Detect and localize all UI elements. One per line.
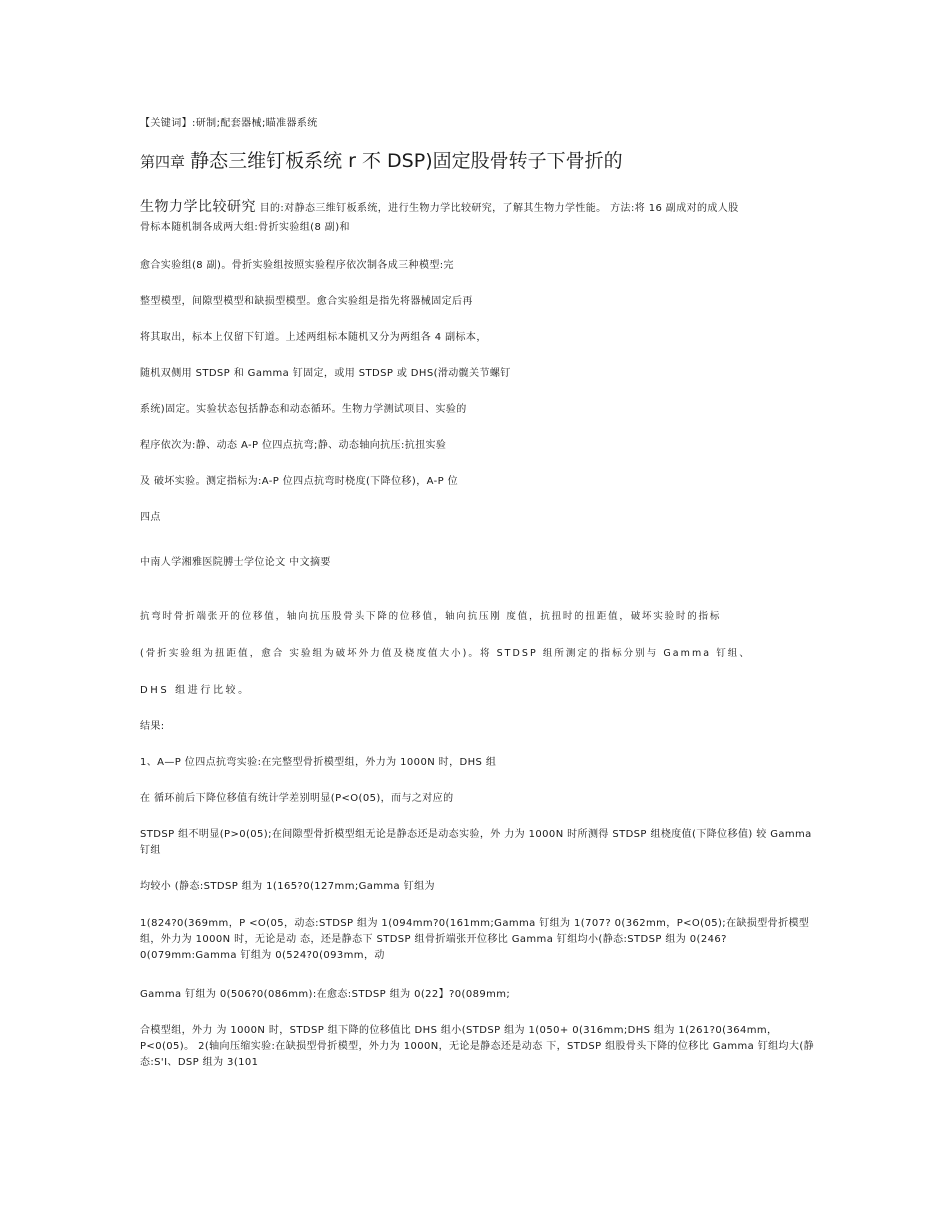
abstract-line: 随机双侧用 STDSP 和 Gamma 钉固定，或用 STDSP 或 DHS(滑动髋关节螺钉	[140, 368, 511, 379]
chapter-heading	[140, 148, 623, 175]
spaced-line: DHS 组进行比较。	[140, 685, 251, 696]
abstract-line: 整型模型，间隙型模型和缺损型模型。愈合实验组是指先将器械固定后再	[140, 296, 473, 307]
results-paragraph: 1(824?0(369mm，P <O(05，动态:STDSP 组为 1(094mm?0(161mm;Gamma 钉组为 1(707? 0(362mm，P<O(05);在缺损型骨折模型组，外力为 1000N 时，无论是动 态，还是静态下 STDSP 组骨折端张开位移比 Gamma 钉组均小(静态:STDSP 组为 0(246?0(079mm:Gamma 钉组为 0(524?0(093mm，动	[140, 918, 810, 961]
results-line: 1、A—P 位四点抗弯实验:在完整型骨折模型组，外力为 1000N 时，DHS 组	[140, 757, 497, 768]
abstract-line: 四点	[140, 512, 161, 523]
results-line: 均较小 (静态:STDSP 组为 1(165?0(127mm;Gamma 钉组为	[140, 881, 435, 892]
keywords-line: 【关键词】:研制;配套器械;瞄准器系统	[140, 118, 318, 129]
spaced-line: (骨折实验组为扭距值，愈合 实验组为破坏外力值及桡度值大小)。将 STDSP 组所测定的指标分别与 Gamma 钉组、	[140, 648, 751, 659]
results-line: Gamma 钉组为 0(506?0(086mm):在愈态:STDSP 组为 0(22】?0(089mm;	[140, 989, 511, 1000]
abstract-line: 骨标本随机制各成两大组:骨折实验组(8 副)和	[140, 222, 350, 233]
results-label: 结果:	[140, 721, 165, 732]
subtitle-text: 目的:对静态三维钉板系统，进行生物力学比较研究，了解其生物力学性能。 方法:将 16 副成对的成人股	[259, 203, 739, 214]
chapter-title: 静态三维钉板系统 r 不 DSP)固定股骨转子下骨折的	[190, 150, 623, 172]
results-paragraph: 合模型组，外力 为 1000N 时，STDSP 组下降的位移值比 DHS 组小(STDSP 组为 1(050+ 0(316mm;DHS 组为 1(261?0(364mm，P<0(05)。 2(轴向压缩实验:在缺损型骨折模型，外力为 1000N，无论是静态还是动态 下，STDSP 组股骨头下降的位移比 Gamma 钉组均大(静态:S'I、DSP 组为 3(101	[140, 1025, 815, 1068]
abstract-line: 及 破坏实验。测定指标为:A-P 位四点抗弯时桡度(下降位移)，A-P 位	[140, 476, 459, 487]
page-header: 中南人学湘雅医院膊士学位论文 中文摘要	[140, 557, 331, 568]
subtitle-heading: 生物力学比较研究	[140, 199, 256, 215]
chapter-label: 第四章	[140, 153, 186, 171]
abstract-line: 系统)固定。实验状态包括静态和动态循环。生物力学测试项目、实验的	[140, 404, 467, 415]
results-paragraph: STDSP 组不明显(P>0(05);在间隙型骨折模型组无论是静态还是动态实验，外 力为 1000N 时所测得 STDSP 组桡度值(下降位移值) 较 Gamma 钉组	[140, 829, 812, 856]
abstract-line: 将其取出，标本上仅留下钉道。上述两组标本随机又分为两组各 4 副标本，	[140, 332, 487, 343]
spaced-line: 抗弯时骨折端张开的位移值，轴向抗压股骨头下降的位移值，轴向抗压刚 度值，抗扭时的扭距值，破坏实验时的指标	[140, 611, 722, 622]
abstract-line: 程序依次为:静、动态 A-P 位四点抗弯;静、动态轴向抗压:抗扭实验	[140, 440, 447, 451]
abstract-line: 愈合实验组(8 副)。骨折实验组按照实验程序依次制各成三种模型:完	[140, 260, 454, 271]
results-line: 在 循环前后下降位移值有统计学差别明显(P<O(05)，而与之对应的	[140, 793, 454, 804]
subtitle-line	[140, 196, 815, 220]
